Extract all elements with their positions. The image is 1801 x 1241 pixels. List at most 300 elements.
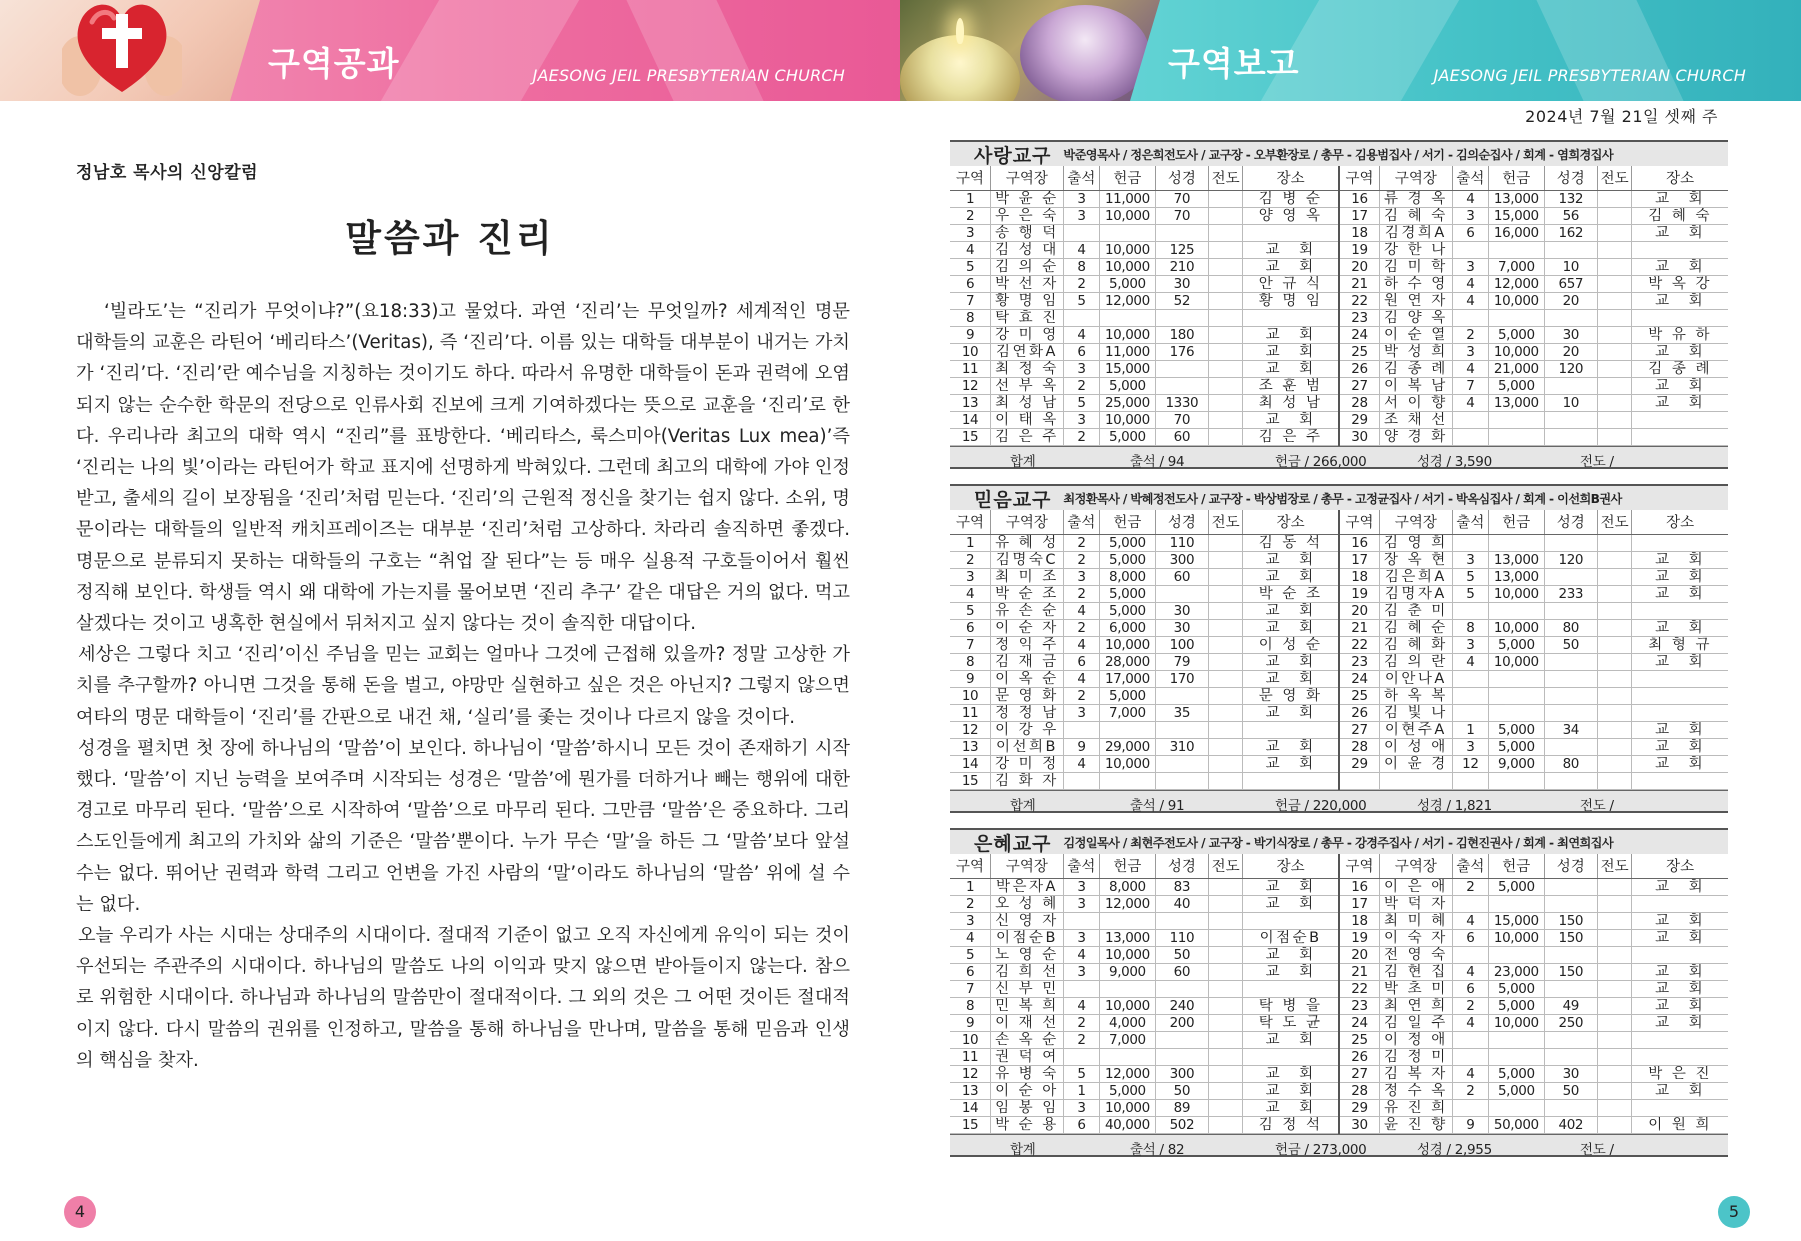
table-cell: 12 — [1452, 755, 1488, 772]
table-cell: 11 — [950, 1048, 991, 1065]
table-cell — [1598, 653, 1632, 670]
column-header: 구역장 — [1380, 166, 1453, 190]
table-cell: 2 — [1063, 1031, 1099, 1048]
table-cell — [1100, 980, 1156, 997]
table-cell — [1544, 568, 1597, 585]
table-row — [950, 619, 1728, 636]
column-header: 전도 — [1598, 166, 1632, 190]
table-cell: 최 정 숙 — [991, 360, 1064, 377]
table-cell: 5,000 — [1100, 428, 1156, 445]
table-cell — [1598, 687, 1632, 704]
table-cell: 6 — [1063, 343, 1099, 360]
table-cell: 윤 진 향 — [1380, 1116, 1453, 1133]
table-cell — [1209, 258, 1243, 275]
table-cell: 4 — [1063, 946, 1099, 963]
table-cell — [1209, 1031, 1243, 1048]
table-cell: 5,000 — [1100, 551, 1156, 568]
table-cell: 최 형 규 — [1632, 636, 1728, 653]
table-cell: 교 회 — [1632, 653, 1728, 670]
table-cell: 22 — [1339, 292, 1380, 309]
table-cell: 교 회 — [1632, 980, 1728, 997]
table-cell — [1452, 895, 1488, 912]
table-cell: 40,000 — [1100, 1116, 1156, 1133]
table-cell — [1063, 772, 1099, 789]
table-cell: 3 — [950, 224, 991, 241]
district-name: 믿음교구 — [974, 488, 1052, 510]
table-cell: 교 회 — [1243, 602, 1339, 619]
table-row — [950, 1099, 1728, 1116]
article-paragraph: 세상은 그렇다 치고 ‘진리’이신 주님을 믿는 교회는 얼마나 그것에 근접해 있을까? 정말 고상한 가치를 추구할까? 아니면 그것을 통해 돈을 벌고, 야망만 실현하고 싶은 것은 아닌지? 그렇지 않으면 여타의 명문 대학들이 ‘진리’를 간판으로 내건 채, ‘실리’를 좇는 것이나 다르지 않을 것이다. — [76, 644, 850, 728]
table-cell: 17 — [1339, 895, 1380, 912]
table-cell: 125 — [1155, 241, 1208, 258]
table-cell: 이 원 희 — [1632, 1116, 1728, 1133]
table-cell: 2 — [1452, 997, 1488, 1014]
table-cell — [1209, 997, 1243, 1014]
table-cell — [1544, 946, 1597, 963]
table-row — [950, 772, 1728, 789]
district-staff: 최정환목사 / 박혜정전도사 / 교구장 - 박상범장로 / 총무 - 고정균집사 / 서기 - 박옥심집사 / 회계 - 이선희B권사 — [1063, 491, 1622, 506]
table-cell — [1243, 772, 1339, 789]
table-cell: 120 — [1544, 360, 1597, 377]
table-cell: 3 — [1063, 411, 1099, 428]
table-cell: 김경희A — [1380, 224, 1453, 241]
candle-icon — [1020, 5, 1150, 101]
table-cell — [1155, 585, 1208, 602]
column-header: 출석 — [1452, 854, 1488, 878]
table-cell: 10,000 — [1100, 946, 1156, 963]
table-cell: 문 영 화 — [991, 687, 1064, 704]
table-cell: 탁 도 균 — [1243, 1014, 1339, 1031]
table-cell: 김 복 자 — [1380, 1065, 1453, 1082]
table-cell — [1544, 895, 1597, 912]
table-cell: 이 순 자 — [991, 619, 1064, 636]
total-offering: 헌금 / 220,000 — [1275, 797, 1367, 814]
table-cell: 5,000 — [1489, 980, 1545, 997]
table-cell: 교 회 — [1632, 738, 1728, 755]
table-cell: 233 — [1544, 585, 1597, 602]
table-cell — [1209, 755, 1243, 772]
table-cell: 10,000 — [1489, 929, 1545, 946]
table-cell: 21 — [1339, 275, 1380, 292]
table-cell — [1598, 568, 1632, 585]
table-cell: 6 — [1452, 929, 1488, 946]
table-cell: 1 — [1452, 721, 1488, 738]
table-row — [950, 895, 1728, 912]
total-label: 합계 — [1010, 453, 1036, 470]
table-cell: 6,000 — [1100, 619, 1156, 636]
table-cell: 민 복 희 — [991, 997, 1064, 1014]
table-cell — [1598, 428, 1632, 445]
table-cell: 176 — [1155, 343, 1208, 360]
table-cell: 교 회 — [1243, 946, 1339, 963]
table-cell: 30 — [1339, 428, 1380, 445]
table-cell — [1544, 602, 1597, 619]
table-cell — [1632, 670, 1728, 687]
table-row — [950, 377, 1728, 394]
table-cell: 박 덕 자 — [1380, 895, 1453, 912]
table-cell: 13,000 — [1489, 190, 1545, 207]
table-row — [950, 428, 1728, 445]
district-staff: 박준영목사 / 정은희전도사 / 교구장 - 오부환장로 / 총무 - 김용범집사 / 서기 - 김의순집사 / 회계 - 염희경집사 — [1063, 147, 1614, 162]
table-cell: 김 의 란 — [1380, 653, 1453, 670]
table-cell: 10,000 — [1489, 343, 1545, 360]
district-total-row — [950, 1134, 1728, 1157]
table-cell — [1155, 687, 1208, 704]
table-cell: 5,000 — [1100, 687, 1156, 704]
district-table — [950, 166, 1728, 446]
right-church-name: JAESONG JEIL PRESBYTERIAN CHURCH — [1433, 66, 1746, 85]
table-cell — [1452, 428, 1488, 445]
table-row — [950, 687, 1728, 704]
table-cell — [1339, 772, 1380, 789]
table-row — [950, 568, 1728, 585]
table-cell: 박 선 자 — [991, 275, 1064, 292]
table-cell — [1452, 411, 1488, 428]
table-cell: 최 성 남 — [1243, 394, 1339, 411]
table-cell — [1209, 343, 1243, 360]
table-cell: 김 영 희 — [1380, 534, 1453, 551]
table-cell — [1489, 1048, 1545, 1065]
table-cell: 7,000 — [1489, 258, 1545, 275]
table-cell: 박 유 하 — [1632, 326, 1728, 343]
table-cell: 이 순 아 — [991, 1082, 1064, 1099]
table-cell — [1632, 411, 1728, 428]
table-cell: 1330 — [1155, 394, 1208, 411]
table-cell: 6 — [950, 963, 991, 980]
table-cell — [1452, 687, 1488, 704]
table-cell: 교 회 — [1243, 619, 1339, 636]
table-cell: 5,000 — [1489, 878, 1545, 895]
left-section-title: 구역공과 — [268, 44, 400, 83]
table-cell: 3 — [1452, 207, 1488, 224]
table-cell — [1209, 241, 1243, 258]
table-cell — [1632, 772, 1728, 789]
table-cell — [1100, 772, 1156, 789]
column-header: 전도 — [1209, 510, 1243, 534]
total-offering: 헌금 / 273,000 — [1275, 1141, 1367, 1158]
table-row — [950, 411, 1728, 428]
article-paragraph: ‘빌라도’는 “진리가 무엇이냐?”(요18:33)고 물었다. 과연 ‘진리’는 무엇일까? 세계적인 명문 대학들의 교훈은 라틴어 ‘베리타스’(Veritas), 즉 ‘진리’다. 이름 있는 대학들 대부분이 내거는 가치가 ‘진리’다. ‘진리’란 예수님을 지칭하는 것이기도 하다. 따라서 유명한 대학들이 돈과 권력에 오염되지 않는 순수한 학문의 전당으로 인류사회 진보에 크게 기여하겠다는 뜻으로 교훈을 ‘진리’로 한다. 우리나라 최고의 대학 역시 “진리”를 표방한다. ‘베리타스, 룩스미아(Veritas Lux mea)’즉 ‘진리는 나의 빛’이라는 라틴어가 학교 표지에 선명하게 박혀있다. 그런데 최고의 대학에 가야 인정 받고, 출세의 길이 보장됨을 ‘진리’처럼 믿는다. ‘진리’의 근원적 정신을 찾기는 쉽지 않다. 소위, 명문이라는 대학들의 일반적 캐치프레이즈는 대부분 ‘진리’처럼 고상하다. 차라리 솔직하면 좋겠다. 명문으로 분류되지 못하는 대학들의 구호는 “취업 잘 된다”는 등 매우 실용적 구호들이어서 훨씬 정직해 보인다. 학생들 역시 왜 대학에 가는지를 물어보면 ‘진리 추구’ 같은 대답은 거의 없다. 먹고 살겠다는 것이고 냉혹한 현실에서 뒤처지고 싶지 않다는 것이 솔직한 대답이다. — [76, 301, 850, 635]
table-cell: 4 — [1063, 997, 1099, 1014]
table-cell — [1598, 224, 1632, 241]
table-cell — [1209, 551, 1243, 568]
table-cell: 교 회 — [1632, 755, 1728, 772]
table-cell — [1452, 602, 1488, 619]
right-page — [900, 0, 1801, 1241]
table-cell — [1598, 772, 1632, 789]
table-cell: 교 회 — [1243, 241, 1339, 258]
table-cell: 30 — [1339, 1116, 1380, 1133]
table-cell: 2 — [1063, 551, 1099, 568]
table-cell: 교 회 — [1632, 878, 1728, 895]
table-cell — [1452, 309, 1488, 326]
table-row — [950, 653, 1728, 670]
table-cell — [1544, 1031, 1597, 1048]
table-cell — [1209, 360, 1243, 377]
table-cell: 최 미 혜 — [1380, 912, 1453, 929]
table-cell — [1598, 619, 1632, 636]
table-row — [950, 929, 1728, 946]
table-cell: 29 — [1339, 755, 1380, 772]
table-row — [950, 258, 1728, 275]
table-row — [950, 980, 1728, 997]
table-cell: 2 — [1452, 326, 1488, 343]
table-cell — [1209, 1099, 1243, 1116]
table-cell: 신 영 자 — [991, 912, 1064, 929]
table-cell — [1209, 394, 1243, 411]
table-cell: 16 — [1339, 534, 1380, 551]
table-cell — [1598, 1099, 1632, 1116]
table-cell: 교 회 — [1632, 929, 1728, 946]
table-cell: 정 수 옥 — [1380, 1082, 1453, 1099]
table-cell — [1544, 980, 1597, 997]
table-cell — [1598, 534, 1632, 551]
table-cell — [1598, 1048, 1632, 1065]
table-row — [950, 551, 1728, 568]
table-cell — [1243, 1048, 1339, 1065]
column-header: 장소 — [1632, 166, 1728, 190]
report-date: 2024년 7월 21일 셋째 주 — [1525, 107, 1718, 126]
table-cell: 12,000 — [1489, 275, 1545, 292]
column-header: 구역 — [1339, 166, 1380, 190]
table-cell: 최 미 조 — [991, 568, 1064, 585]
table-cell: 27 — [1339, 377, 1380, 394]
candles-image — [900, 0, 1160, 101]
table-header-row — [950, 510, 1728, 534]
district-header — [950, 484, 1728, 510]
table-cell — [1063, 1048, 1099, 1065]
table-cell — [1598, 377, 1632, 394]
table-cell — [1209, 636, 1243, 653]
table-cell — [1243, 309, 1339, 326]
table-cell — [1209, 980, 1243, 997]
table-cell — [1598, 394, 1632, 411]
table-cell: 10,000 — [1100, 411, 1156, 428]
table-cell: 4 — [1452, 1014, 1488, 1031]
table-cell: 5,000 — [1489, 636, 1545, 653]
table-cell: 2 — [1063, 1014, 1099, 1031]
table-cell — [1155, 772, 1208, 789]
table-cell: 3 — [1452, 551, 1488, 568]
district-total-row — [950, 790, 1728, 813]
table-cell: 10,000 — [1100, 326, 1156, 343]
table-cell: 250 — [1544, 1014, 1597, 1031]
table-cell: 5 — [1063, 394, 1099, 411]
table-cell — [1452, 772, 1488, 789]
table-cell: 김명자A — [1380, 585, 1453, 602]
table-cell: 4 — [1452, 963, 1488, 980]
table-cell: 9 — [950, 326, 991, 343]
table-cell: 300 — [1155, 551, 1208, 568]
table-cell: 탁 병 을 — [1243, 997, 1339, 1014]
table-cell: 7 — [1452, 377, 1488, 394]
table-cell — [1598, 738, 1632, 755]
table-cell — [1598, 721, 1632, 738]
table-cell: 5 — [1063, 292, 1099, 309]
table-cell: 4 — [1452, 360, 1488, 377]
table-cell: 이 옥 순 — [991, 670, 1064, 687]
table-row — [950, 1031, 1728, 1048]
table-cell: 4 — [1063, 755, 1099, 772]
table-cell: 이 강 우 — [991, 721, 1064, 738]
table-cell: 교 회 — [1243, 704, 1339, 721]
table-cell: 23 — [1339, 997, 1380, 1014]
table-cell — [1598, 241, 1632, 258]
left-banner — [0, 0, 900, 101]
table-cell: 교 회 — [1632, 619, 1728, 636]
table-row — [950, 292, 1728, 309]
table-row — [950, 721, 1728, 738]
table-cell: 9 — [1452, 1116, 1488, 1133]
table-cell — [1544, 772, 1597, 789]
table-cell — [1632, 946, 1728, 963]
total-bible: 성경 / 2,955 — [1417, 1141, 1492, 1158]
table-cell: 박은자A — [991, 878, 1064, 895]
column-header: 구역 — [950, 166, 991, 190]
district-table — [950, 854, 1728, 1134]
total-label: 합계 — [1010, 1141, 1036, 1158]
table-cell: 25,000 — [1100, 394, 1156, 411]
table-cell: 2 — [950, 895, 991, 912]
table-row — [950, 534, 1728, 551]
table-cell — [1209, 738, 1243, 755]
table-cell — [1063, 721, 1099, 738]
table-cell: 1 — [950, 190, 991, 207]
table-cell — [1489, 309, 1545, 326]
table-cell — [1489, 772, 1545, 789]
table-cell — [1489, 895, 1545, 912]
table-cell: 13,000 — [1489, 551, 1545, 568]
column-header: 구역 — [950, 510, 991, 534]
table-cell: 8 — [950, 997, 991, 1014]
table-cell — [1155, 309, 1208, 326]
table-cell: 657 — [1544, 275, 1597, 292]
table-cell — [1209, 292, 1243, 309]
table-cell: 이 성 애 — [1380, 738, 1453, 755]
district-header — [950, 828, 1728, 854]
article-paragraph: 성경을 펼치면 첫 장에 하나님의 ‘말씀’이 보인다. 하나님이 ‘말씀’하시니 모든 것이 존재하기 시작했다. ‘말씀’이 지닌 능력을 보여주며 시작되는 성경은 ‘말씀’에 뭔가를 더하거나 빼는 행위에 대한 경고로 마무리 된다. ‘말씀’으로 시작하여 ‘말씀’으로 마무리 된다. 그만큼 ‘말씀’은 중요하다. 그리스도인들에게 최고의 가치와 삶의 기준은 ‘말씀’뿐이다. 누가 무슨 ‘말’을 하든 그 ‘말씀’보다 앞설 수는 없다. 뛰어난 권력과 학력 그리고 언변을 가진 사람의 ‘말’이라도 하나님의 ‘말씀’ 위에 설 수는 없다. — [76, 737, 850, 915]
table-cell: 교 회 — [1243, 343, 1339, 360]
table-cell — [1544, 377, 1597, 394]
table-cell: 1 — [1063, 1082, 1099, 1099]
table-cell — [1544, 309, 1597, 326]
table-cell: 18 — [1339, 912, 1380, 929]
column-header: 구역 — [1339, 510, 1380, 534]
column-header: 장소 — [1243, 510, 1339, 534]
table-cell: 50 — [1155, 1082, 1208, 1099]
column-header: 구역장 — [991, 854, 1064, 878]
table-cell: 23 — [1339, 653, 1380, 670]
table-cell: 김 은 주 — [1243, 428, 1339, 445]
table-cell: 3 — [1452, 258, 1488, 275]
table-cell — [1598, 878, 1632, 895]
table-cell: 15,000 — [1100, 360, 1156, 377]
table-cell: 10,000 — [1489, 585, 1545, 602]
table-cell: 오 성 혜 — [991, 895, 1064, 912]
table-cell — [1632, 241, 1728, 258]
table-cell — [1598, 980, 1632, 997]
table-cell: 5,000 — [1100, 585, 1156, 602]
table-cell — [1209, 670, 1243, 687]
table-cell — [1209, 687, 1243, 704]
table-row — [950, 602, 1728, 619]
table-cell — [1544, 411, 1597, 428]
total-label: 합계 — [1010, 797, 1036, 814]
table-cell: 이 숙 자 — [1380, 929, 1453, 946]
table-cell — [1209, 653, 1243, 670]
table-cell: 9 — [950, 670, 991, 687]
table-cell: 6 — [1063, 653, 1099, 670]
district-name: 은혜교구 — [974, 832, 1052, 854]
table-cell — [1544, 534, 1597, 551]
table-cell: 120 — [1544, 551, 1597, 568]
table-cell — [1598, 895, 1632, 912]
table-row — [950, 738, 1728, 755]
column-header: 헌금 — [1489, 854, 1545, 878]
column-label: 정남호 목사의 신앙칼럼 — [76, 163, 259, 183]
table-cell — [1452, 1031, 1488, 1048]
table-cell: 강 미 정 — [991, 755, 1064, 772]
table-cell — [1209, 946, 1243, 963]
table-cell: 10,000 — [1489, 292, 1545, 309]
total-attendance: 출석 / 94 — [1130, 453, 1185, 470]
candle-icon — [900, 35, 1020, 101]
table-cell: 교 회 — [1632, 568, 1728, 585]
table-cell: 17 — [1339, 551, 1380, 568]
table-cell: 이 은 애 — [1380, 878, 1453, 895]
table-cell — [1452, 946, 1488, 963]
total-attendance: 출석 / 91 — [1130, 797, 1185, 814]
table-cell — [1489, 1031, 1545, 1048]
table-cell: 교 회 — [1243, 653, 1339, 670]
table-cell: 4 — [1063, 670, 1099, 687]
table-cell: 3 — [1063, 207, 1099, 224]
table-cell: 16 — [1339, 190, 1380, 207]
table-cell: 하 옥 복 — [1380, 687, 1453, 704]
table-cell: 교 회 — [1243, 1065, 1339, 1082]
table-cell: 김 혜 순 — [1380, 619, 1453, 636]
table-cell: 노 영 순 — [991, 946, 1064, 963]
table-cell: 교 회 — [1243, 1099, 1339, 1116]
table-cell: 7 — [950, 980, 991, 997]
table-row — [950, 1065, 1728, 1082]
table-cell: 이 복 남 — [1380, 377, 1453, 394]
table-cell: 35 — [1155, 704, 1208, 721]
table-row — [950, 360, 1728, 377]
table-cell: 5,000 — [1489, 1065, 1545, 1082]
table-cell — [1598, 963, 1632, 980]
table-cell: 13,000 — [1489, 394, 1545, 411]
table-cell: 유 병 숙 — [991, 1065, 1064, 1082]
table-cell: 2 — [1063, 377, 1099, 394]
column-header: 장소 — [1632, 510, 1728, 534]
table-cell: 양 영 옥 — [1243, 207, 1339, 224]
right-section-title: 구역보고 — [1168, 44, 1300, 83]
table-cell: 교 회 — [1243, 360, 1339, 377]
table-cell: 5,000 — [1100, 275, 1156, 292]
table-cell — [1489, 241, 1545, 258]
table-cell: 5 — [950, 258, 991, 275]
table-cell: 19 — [1339, 929, 1380, 946]
table-cell — [1100, 721, 1156, 738]
table-cell: 24 — [1339, 1014, 1380, 1031]
table-cell: 교 회 — [1243, 670, 1339, 687]
table-cell: 4 — [1452, 1065, 1488, 1082]
table-cell: 13,000 — [1100, 929, 1156, 946]
table-row — [950, 343, 1728, 360]
table-cell: 안 규 식 — [1243, 275, 1339, 292]
table-cell: 5,000 — [1489, 721, 1545, 738]
